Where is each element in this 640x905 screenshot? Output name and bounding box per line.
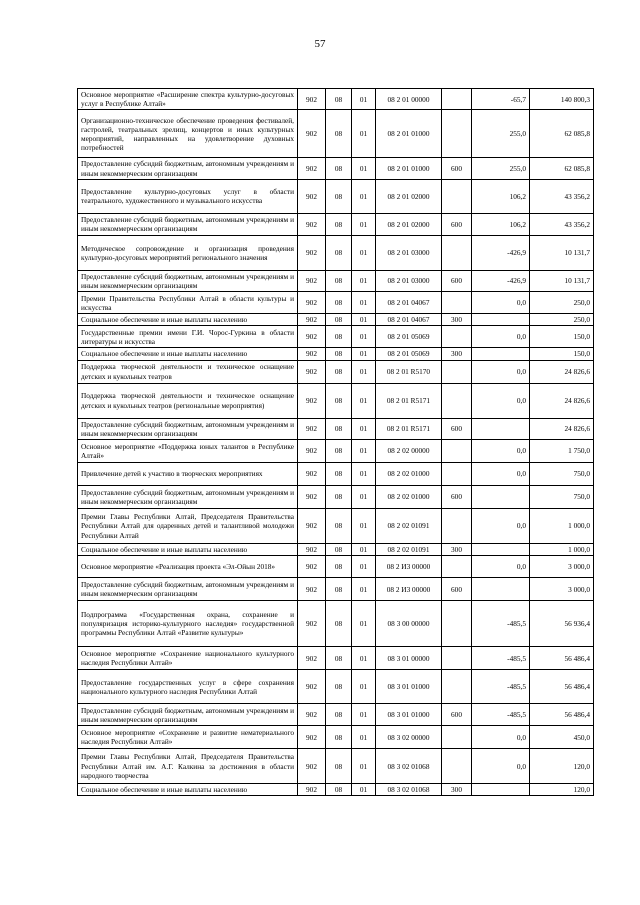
row-subsection-code: 01: [352, 647, 376, 670]
row-change-amount: 0,0: [472, 726, 530, 749]
row-expense-type-code: [442, 726, 472, 749]
row-name: Предоставление субсидий бюджетным, автономным учреждениям и иным некоммерческим организациям: [78, 704, 298, 726]
row-subsection-code: 01: [352, 726, 376, 749]
row-expense-type-code: [442, 440, 472, 463]
row-subsection-code: 01: [352, 89, 376, 110]
row-change-amount: -485,5: [472, 601, 530, 647]
row-name: Поддержка творческой деятельности и техническое оснащение детских и кукольных театров (региональные мероприятия): [78, 383, 298, 418]
row-change-amount: -485,5: [472, 670, 530, 704]
row-name: Предоставление субсидий бюджетным, автономным учреждениям и иным некоммерческим организациям: [78, 270, 298, 291]
row-total-amount: 62 085,8: [530, 158, 594, 179]
row-ved-code: 902: [298, 292, 326, 314]
table-row: [78, 784, 594, 796]
row-expense-type-code: [442, 360, 472, 383]
row-target-article-code: 08 2 02 01091: [376, 509, 442, 544]
row-expense-type-code: [442, 749, 472, 784]
row-section-code: 08: [326, 749, 352, 784]
table-row: [78, 326, 594, 348]
row-target-article-code: 08 2 01 R5171: [376, 418, 442, 439]
row-subsection-code: 01: [352, 235, 376, 270]
row-subsection-code: 01: [352, 784, 376, 796]
table-row: [78, 544, 594, 556]
row-expense-type-code: 600: [442, 158, 472, 179]
table-row: [78, 647, 594, 670]
row-section-code: 08: [326, 179, 352, 213]
row-name: Премии Главы Республики Алтай, Председателя Правительства Республики Алтай им. А.Г. Калкина за достижения в области народного творчества: [78, 749, 298, 784]
table-row: [78, 213, 594, 235]
row-section-code: 08: [326, 784, 352, 796]
row-target-article-code: 08 2 01 03000: [376, 270, 442, 291]
row-ved-code: 902: [298, 348, 326, 360]
row-name: Предоставление культурно-досуговых услуг в области театрального, художественного и музыкального искусства: [78, 179, 298, 213]
row-subsection-code: 01: [352, 326, 376, 348]
row-ved-code: 902: [298, 509, 326, 544]
row-name: Социальное обеспечение и иные выплаты населению: [78, 544, 298, 556]
table-row: [78, 440, 594, 463]
row-ved-code: 902: [298, 360, 326, 383]
row-ved-code: 902: [298, 726, 326, 749]
row-section-code: 08: [326, 556, 352, 578]
row-total-amount: 120,0: [530, 749, 594, 784]
row-total-amount: 3 000,0: [530, 556, 594, 578]
row-expense-type-code: [442, 326, 472, 348]
row-total-amount: 150,0: [530, 348, 594, 360]
row-ved-code: 902: [298, 89, 326, 110]
budget-table-body: [78, 89, 594, 796]
table-row: [78, 418, 594, 439]
row-target-article-code: 08 2 01 01000: [376, 110, 442, 158]
row-target-article-code: 08 3 01 00000: [376, 647, 442, 670]
row-ved-code: 902: [298, 314, 326, 326]
row-target-article-code: 08 2 02 01000: [376, 486, 442, 509]
row-subsection-code: 01: [352, 418, 376, 439]
row-name: Основное мероприятие «Сохранение и развитие нематериального наследия Республики Алтай»: [78, 726, 298, 749]
row-ved-code: 902: [298, 463, 326, 486]
row-section-code: 08: [326, 326, 352, 348]
row-target-article-code: 08 3 02 01068: [376, 749, 442, 784]
row-change-amount: -426,9: [472, 235, 530, 270]
row-total-amount: 140 800,3: [530, 89, 594, 110]
row-expense-type-code: 600: [442, 486, 472, 509]
table-row: [78, 314, 594, 326]
row-total-amount: 750,0: [530, 463, 594, 486]
row-change-amount: [472, 348, 530, 360]
row-subsection-code: 01: [352, 440, 376, 463]
page-number: 57: [314, 38, 326, 50]
table-row: [78, 486, 594, 509]
table-row: [78, 601, 594, 647]
row-name: Организационно-техническое обеспечение проведения фестивалей, гастролей, театральных зрелищ, концертов и иных культурных мероприятий, направленных на удовлетворение духовных потребностей: [78, 110, 298, 158]
row-total-amount: 1 000,0: [530, 544, 594, 556]
row-section-code: 08: [326, 292, 352, 314]
row-change-amount: -426,9: [472, 270, 530, 291]
row-section-code: 08: [326, 213, 352, 235]
table-row: [78, 89, 594, 110]
row-target-article-code: 08 2 01 R5171: [376, 383, 442, 418]
table-row: [78, 670, 594, 704]
row-name: Основное мероприятие «Реализация проекта «Эл-Ойын 2018»: [78, 556, 298, 578]
row-subsection-code: 01: [352, 158, 376, 179]
row-expense-type-code: [442, 235, 472, 270]
row-target-article-code: 08 2 01 00000: [376, 89, 442, 110]
row-expense-type-code: [442, 292, 472, 314]
row-target-article-code: 08 3 01 01000: [376, 704, 442, 726]
row-expense-type-code: 600: [442, 213, 472, 235]
row-ved-code: 902: [298, 556, 326, 578]
row-name: Основное мероприятие «Сохранение национального культурного наследия Республики Алтай»: [78, 647, 298, 670]
row-section-code: 08: [326, 89, 352, 110]
row-total-amount: 56 486,4: [530, 670, 594, 704]
row-change-amount: -65,7: [472, 89, 530, 110]
row-ved-code: 902: [298, 213, 326, 235]
row-section-code: 08: [326, 348, 352, 360]
row-expense-type-code: [442, 179, 472, 213]
row-change-amount: 106,2: [472, 213, 530, 235]
row-ved-code: 902: [298, 486, 326, 509]
row-subsection-code: 01: [352, 110, 376, 158]
row-ved-code: 902: [298, 418, 326, 439]
row-section-code: 08: [326, 544, 352, 556]
row-expense-type-code: [442, 463, 472, 486]
row-expense-type-code: 300: [442, 544, 472, 556]
row-section-code: 08: [326, 463, 352, 486]
row-target-article-code: 08 2 01 01000: [376, 158, 442, 179]
row-subsection-code: 01: [352, 544, 376, 556]
row-total-amount: 24 826,6: [530, 418, 594, 439]
row-expense-type-code: [442, 89, 472, 110]
row-section-code: 08: [326, 704, 352, 726]
row-subsection-code: 01: [352, 601, 376, 647]
row-change-amount: [472, 486, 530, 509]
row-name: Социальное обеспечение и иные выплаты населению: [78, 784, 298, 796]
row-name: Предоставление субсидий бюджетным, автономным учреждениям и иным некоммерческим организациям: [78, 418, 298, 439]
row-total-amount: 1 750,0: [530, 440, 594, 463]
budget-table: [77, 88, 594, 796]
row-section-code: 08: [326, 270, 352, 291]
row-subsection-code: 01: [352, 578, 376, 601]
row-target-article-code: 08 2 01 04067: [376, 314, 442, 326]
table-row: [78, 235, 594, 270]
row-target-article-code: 08 2 01 02000: [376, 179, 442, 213]
row-target-article-code: 08 3 02 01068: [376, 784, 442, 796]
row-name: Премии Главы Республики Алтай, Председателя Правительства Республики Алтай для одаренных детей и талантливой молодежи Республики Алтай: [78, 509, 298, 544]
row-ved-code: 902: [298, 704, 326, 726]
row-section-code: 08: [326, 158, 352, 179]
table-row: [78, 383, 594, 418]
row-target-article-code: 08 2 01 05069: [376, 326, 442, 348]
row-name: Основное мероприятие «Поддержка юных талантов в Республике Алтай»: [78, 440, 298, 463]
row-name: Премии Правительства Республики Алтай в области культуры и искусства: [78, 292, 298, 314]
row-target-article-code: 08 3 00 00000: [376, 601, 442, 647]
row-change-amount: 255,0: [472, 158, 530, 179]
row-change-amount: -485,5: [472, 647, 530, 670]
row-subsection-code: 01: [352, 486, 376, 509]
table-row: [78, 463, 594, 486]
row-expense-type-code: 600: [442, 270, 472, 291]
row-subsection-code: 01: [352, 213, 376, 235]
table-row: [78, 348, 594, 360]
row-expense-type-code: 600: [442, 578, 472, 601]
row-total-amount: 56 486,4: [530, 647, 594, 670]
row-change-amount: 0,0: [472, 440, 530, 463]
row-change-amount: 0,0: [472, 383, 530, 418]
row-target-article-code: 08 2 02 01000: [376, 463, 442, 486]
row-change-amount: 0,0: [472, 556, 530, 578]
row-total-amount: 43 356,2: [530, 179, 594, 213]
row-target-article-code: 08 3 02 00000: [376, 726, 442, 749]
table-row: [78, 292, 594, 314]
row-total-amount: 120,0: [530, 784, 594, 796]
row-target-article-code: 08 3 01 01000: [376, 670, 442, 704]
row-ved-code: 902: [298, 784, 326, 796]
row-expense-type-code: [442, 601, 472, 647]
row-name: Предоставление субсидий бюджетным, автономным учреждениям и иным некоммерческим организациям: [78, 158, 298, 179]
row-subsection-code: 01: [352, 383, 376, 418]
row-total-amount: 10 131,7: [530, 235, 594, 270]
row-target-article-code: 08 2 02 01091: [376, 544, 442, 556]
row-section-code: 08: [326, 509, 352, 544]
row-total-amount: 43 356,2: [530, 213, 594, 235]
row-change-amount: 0,0: [472, 326, 530, 348]
table-row: [78, 578, 594, 601]
row-section-code: 08: [326, 726, 352, 749]
row-ved-code: 902: [298, 179, 326, 213]
row-change-amount: 0,0: [472, 360, 530, 383]
row-section-code: 08: [326, 110, 352, 158]
row-total-amount: 450,0: [530, 726, 594, 749]
row-ved-code: 902: [298, 440, 326, 463]
row-total-amount: 56 486,4: [530, 704, 594, 726]
row-change-amount: [472, 784, 530, 796]
row-total-amount: 750,0: [530, 486, 594, 509]
row-name: Подпрограмма «Государственная охрана, сохранение и популяризация историко-культурного наследия» государственной программы Республики Алтай «Развитие культуры»: [78, 601, 298, 647]
row-ved-code: 902: [298, 601, 326, 647]
row-name: Предоставление субсидий бюджетным, автономным учреждениям и иным некоммерческим организациям: [78, 213, 298, 235]
row-expense-type-code: [442, 556, 472, 578]
table-row: [78, 360, 594, 383]
row-ved-code: 902: [298, 326, 326, 348]
row-total-amount: 3 000,0: [530, 578, 594, 601]
row-expense-type-code: [442, 110, 472, 158]
row-total-amount: 1 000,0: [530, 509, 594, 544]
table-row: [78, 556, 594, 578]
row-subsection-code: 01: [352, 509, 376, 544]
row-target-article-code: 08 2 01 03000: [376, 235, 442, 270]
row-name: Методическое сопровождение и организация проведения культурно-досуговых мероприятий регионального значения: [78, 235, 298, 270]
table-row: [78, 704, 594, 726]
row-change-amount: [472, 544, 530, 556]
row-name: Предоставление субсидий бюджетным, автономным учреждениям и иным некоммерческим организациям: [78, 486, 298, 509]
row-ved-code: 902: [298, 578, 326, 601]
row-subsection-code: 01: [352, 360, 376, 383]
row-subsection-code: 01: [352, 292, 376, 314]
row-change-amount: -485,5: [472, 704, 530, 726]
row-total-amount: 62 085,8: [530, 110, 594, 158]
row-ved-code: 902: [298, 544, 326, 556]
row-ved-code: 902: [298, 670, 326, 704]
row-target-article-code: 08 2 01 R5170: [376, 360, 442, 383]
row-name: Предоставление государственных услуг в сфере сохранения национального культурного наследия Республики Алтай: [78, 670, 298, 704]
row-section-code: 08: [326, 440, 352, 463]
row-change-amount: [472, 418, 530, 439]
row-expense-type-code: [442, 509, 472, 544]
row-expense-type-code: [442, 647, 472, 670]
row-section-code: 08: [326, 418, 352, 439]
table-row: [78, 270, 594, 291]
table-row: [78, 726, 594, 749]
row-section-code: 08: [326, 235, 352, 270]
row-ved-code: 902: [298, 235, 326, 270]
row-target-article-code: 08 2 02 00000: [376, 440, 442, 463]
row-expense-type-code: 300: [442, 314, 472, 326]
table-row: [78, 179, 594, 213]
row-change-amount: 255,0: [472, 110, 530, 158]
row-total-amount: 10 131,7: [530, 270, 594, 291]
row-ved-code: 902: [298, 270, 326, 291]
row-subsection-code: 01: [352, 314, 376, 326]
row-target-article-code: 08 2 01 04067: [376, 292, 442, 314]
row-name: Предоставление субсидий бюджетным, автономным учреждениям и иным некоммерческим организациям: [78, 578, 298, 601]
row-ved-code: 902: [298, 647, 326, 670]
row-change-amount: [472, 314, 530, 326]
row-subsection-code: 01: [352, 670, 376, 704]
row-section-code: 08: [326, 486, 352, 509]
row-change-amount: 0,0: [472, 509, 530, 544]
row-subsection-code: 01: [352, 270, 376, 291]
row-expense-type-code: [442, 383, 472, 418]
row-section-code: 08: [326, 314, 352, 326]
row-target-article-code: 08 2 И3 00000: [376, 556, 442, 578]
table-row: [78, 158, 594, 179]
row-change-amount: [472, 578, 530, 601]
row-expense-type-code: 600: [442, 418, 472, 439]
row-subsection-code: 01: [352, 704, 376, 726]
row-section-code: 08: [326, 383, 352, 418]
row-target-article-code: 08 2 01 02000: [376, 213, 442, 235]
row-change-amount: 106,2: [472, 179, 530, 213]
row-target-article-code: 08 2 И3 00000: [376, 578, 442, 601]
row-ved-code: 902: [298, 110, 326, 158]
row-ved-code: 902: [298, 749, 326, 784]
row-ved-code: 902: [298, 383, 326, 418]
row-section-code: 08: [326, 647, 352, 670]
row-expense-type-code: 300: [442, 348, 472, 360]
row-name: Социальное обеспечение и иные выплаты населению: [78, 348, 298, 360]
row-name: Государственные премии имени Г.И. Чорос-Гуркина в области литературы и искусства: [78, 326, 298, 348]
row-expense-type-code: [442, 670, 472, 704]
row-change-amount: 0,0: [472, 463, 530, 486]
row-target-article-code: 08 2 01 05069: [376, 348, 442, 360]
row-section-code: 08: [326, 670, 352, 704]
row-change-amount: 0,0: [472, 292, 530, 314]
table-row: [78, 509, 594, 544]
row-total-amount: 150,0: [530, 326, 594, 348]
row-name: Основное мероприятие «Расширение спектра культурно-досуговых услуг в Республике Алтай»: [78, 89, 298, 110]
row-subsection-code: 01: [352, 463, 376, 486]
row-subsection-code: 01: [352, 348, 376, 360]
row-total-amount: 56 936,4: [530, 601, 594, 647]
row-expense-type-code: 600: [442, 704, 472, 726]
row-section-code: 08: [326, 360, 352, 383]
row-total-amount: 250,0: [530, 314, 594, 326]
row-change-amount: 0,0: [472, 749, 530, 784]
table-row: [78, 110, 594, 158]
table-row: [78, 749, 594, 784]
row-total-amount: 250,0: [530, 292, 594, 314]
row-section-code: 08: [326, 578, 352, 601]
row-total-amount: 24 826,6: [530, 360, 594, 383]
row-subsection-code: 01: [352, 556, 376, 578]
row-subsection-code: 01: [352, 749, 376, 784]
row-name: Поддержка творческой деятельности и техническое оснащение детских и кукольных театров: [78, 360, 298, 383]
row-subsection-code: 01: [352, 179, 376, 213]
row-expense-type-code: 300: [442, 784, 472, 796]
row-section-code: 08: [326, 601, 352, 647]
row-name: Социальное обеспечение и иные выплаты населению: [78, 314, 298, 326]
row-total-amount: 24 826,6: [530, 383, 594, 418]
row-name: Привлечение детей к участию в творческих мероприятиях: [78, 463, 298, 486]
row-ved-code: 902: [298, 158, 326, 179]
